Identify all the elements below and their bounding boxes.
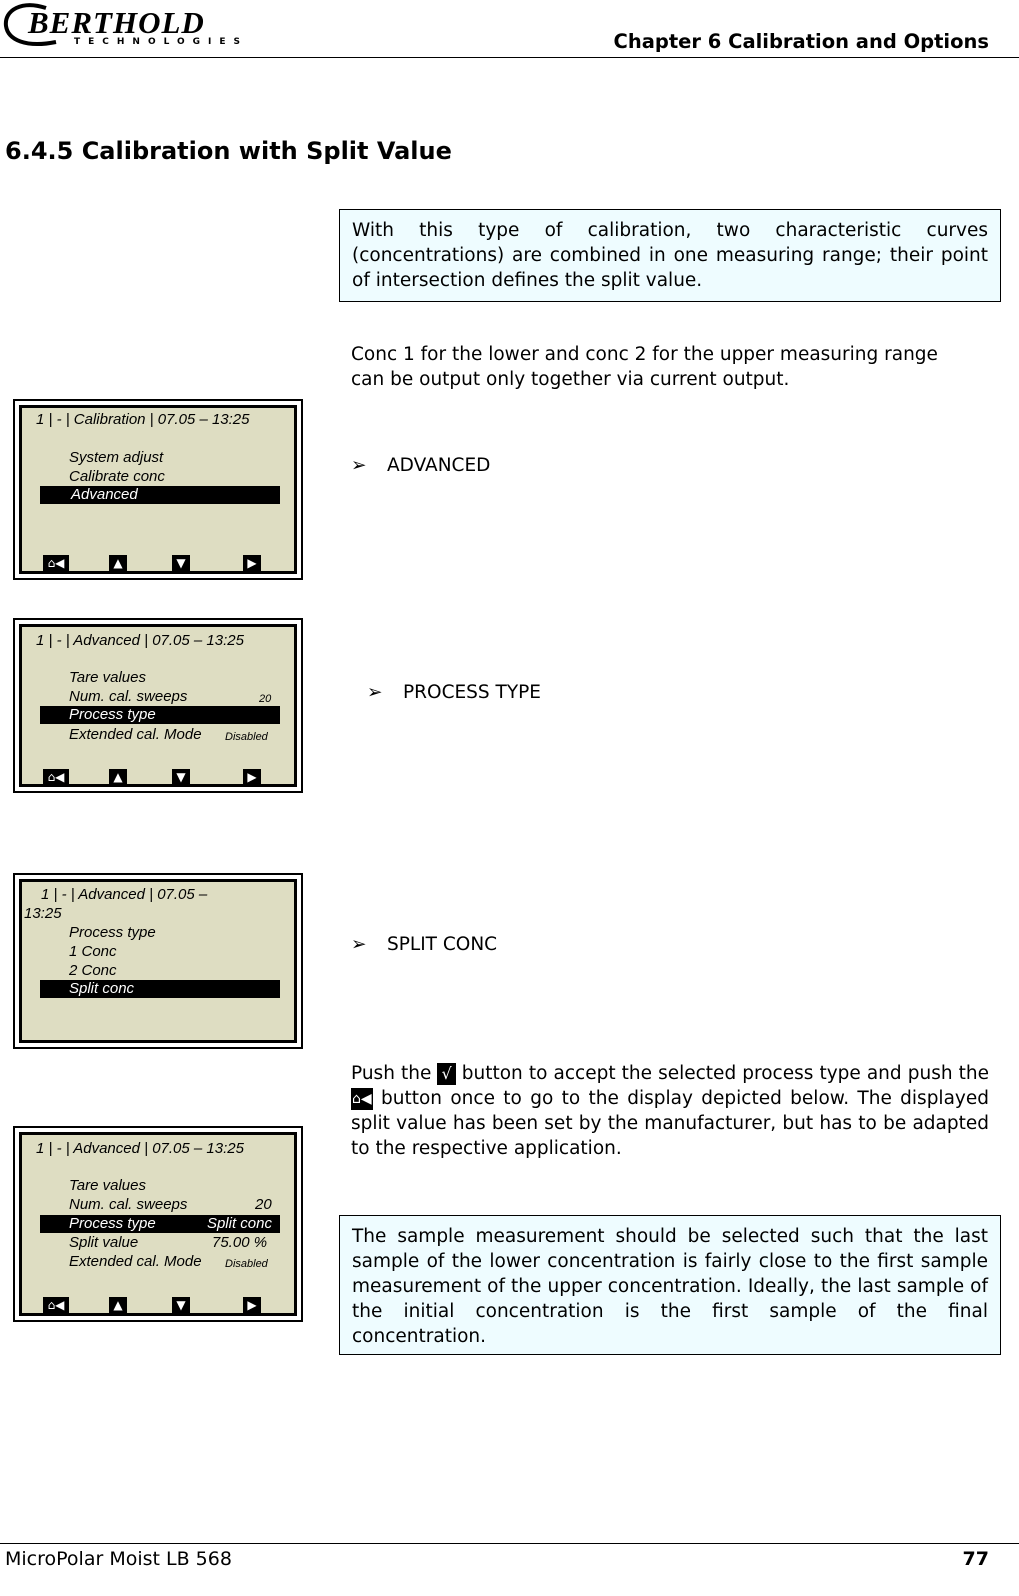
lcd-display <box>19 624 297 787</box>
menu-item-tare-values[interactable]: Tare values <box>69 1177 146 1194</box>
bullet-arrow-icon: ➢ <box>367 682 383 703</box>
footer-product-name: MicroPolar Moist LB 568 <box>5 1548 232 1570</box>
menu-item-advanced-selected[interactable] <box>40 486 280 504</box>
accept-check-key-icon: √ <box>437 1063 455 1085</box>
menu-item-label: Split conc <box>69 980 135 997</box>
menu-item-tare-values[interactable]: Tare values <box>69 669 146 686</box>
lcd-status-line: 1 | - | Calibration | 07.05 – 13:25 <box>36 411 250 428</box>
process-type-value: Split conc <box>206 1215 272 1232</box>
home-back-key-icon: ⌂◀ <box>351 1088 373 1110</box>
menu-item-calibrate-conc[interactable]: Calibrate conc <box>69 468 165 485</box>
up-arrow-key-icon[interactable]: ▲ <box>109 555 127 571</box>
down-arrow-key-icon[interactable]: ▼ <box>172 1297 190 1313</box>
menu-item-2-conc[interactable]: 2 Conc <box>69 962 117 979</box>
home-back-key-icon[interactable]: ⌂◀ <box>43 769 69 785</box>
menu-item-num-cal-sweeps[interactable]: Num. cal. sweeps <box>69 1196 188 1213</box>
up-arrow-key-icon[interactable]: ▲ <box>109 1297 127 1313</box>
menu-item-label: Process type <box>69 706 156 723</box>
menu-item-extended-cal-mode[interactable]: Extended cal. Mode <box>69 1253 202 1270</box>
lcd-display <box>19 879 297 1043</box>
down-arrow-key-icon[interactable]: ▼ <box>172 555 190 571</box>
logo-wordmark: BERTHOLD <box>28 5 205 40</box>
lcd-status-line: 1 | - | Advanced | 07.05 – 13:25 <box>36 632 244 649</box>
section-title: 6.4.5 Calibration with Split Value <box>5 137 452 165</box>
right-arrow-key-icon[interactable]: ▶ <box>243 555 261 571</box>
intro-note-box: With this type of calibration, two characteristic curves (concentrations) are combined in one measuring range; their point of intersection defines the split value. <box>339 209 1001 302</box>
bullet-arrow-icon: ➢ <box>351 455 367 476</box>
menu-item-label: Advanced <box>71 486 138 503</box>
footer-page-number: 77 <box>962 1548 989 1570</box>
home-back-key-icon[interactable]: ⌂◀ <box>43 1297 69 1313</box>
menu-item-system-adjust[interactable]: System adjust <box>69 449 164 466</box>
bullet-advanced <box>351 454 490 478</box>
push-text-2: button to accept the selected process type and push the <box>461 1063 990 1084</box>
split-value-value: 75.00 % <box>212 1234 268 1251</box>
push-text-1: Push the <box>351 1063 432 1084</box>
num-cal-sweeps-value: 20 <box>255 1196 272 1213</box>
menu-item-process-type[interactable]: Process type <box>69 924 156 941</box>
chapter-title: Chapter 6 Calibration and Options <box>613 30 989 53</box>
menu-item-process-type-selected[interactable] <box>40 706 280 724</box>
lcd-screen-split-value <box>13 1126 303 1322</box>
up-arrow-key-icon[interactable]: ▲ <box>109 769 127 785</box>
lcd-display <box>19 1132 297 1316</box>
lcd-screen-process-type <box>13 873 303 1049</box>
bullet-process-type <box>367 681 541 705</box>
lcd-status-line: 1 | - | Advanced | 07.05 – 13:25 <box>36 1140 244 1157</box>
menu-item-1-conc[interactable]: 1 Conc <box>69 943 117 960</box>
menu-item-label: Process type <box>69 1215 156 1232</box>
menu-item-extended-cal-mode[interactable]: Extended cal. Mode <box>69 726 202 743</box>
sample-measurement-note-box: The sample measurement should be selected such that the last sample of the lower concentration is fairly close to the first sample measurement of the upper concentration. Ideally, the last sample of the initial concentration is the first sample of the final concentration. <box>339 1215 1001 1355</box>
num-cal-sweeps-value: 20 <box>259 693 272 705</box>
header-rule <box>0 57 1019 58</box>
extended-cal-mode-value: Disabled <box>225 731 268 743</box>
conc-paragraph: Conc 1 for the lower and conc 2 for the upper measuring range can be output only together via current output. <box>351 344 938 390</box>
right-arrow-key-icon[interactable]: ▶ <box>243 1297 261 1313</box>
lcd-screen-calibration <box>13 399 303 580</box>
lcd-status-line-wrap: 13:25 <box>24 905 62 922</box>
menu-item-split-value[interactable]: Split value <box>69 1234 139 1251</box>
bullet-arrow-icon: ➢ <box>351 934 367 955</box>
lcd-display <box>19 405 297 574</box>
push-instructions-paragraph <box>351 1061 989 1161</box>
menu-item-process-type-selected[interactable] <box>40 1215 280 1233</box>
bullet-text: SPLIT CONC <box>387 934 498 955</box>
push-text-3: button once to go to the display depicted below. The displayed split value has been set by the manufacturer, but has to be adapted to the respective application. <box>351 1088 989 1159</box>
extended-cal-mode-value: Disabled <box>225 1258 268 1270</box>
right-arrow-key-icon[interactable]: ▶ <box>243 769 261 785</box>
bullet-text: ADVANCED <box>387 455 491 476</box>
bullet-text: PROCESS TYPE <box>403 682 541 703</box>
home-back-key-icon[interactable]: ⌂◀ <box>43 555 69 571</box>
footer-rule <box>0 1543 1019 1544</box>
bullet-split-conc <box>351 933 497 957</box>
lcd-screen-advanced <box>13 618 303 793</box>
menu-item-split-conc-selected[interactable] <box>40 980 280 998</box>
logo-subtitle: TECHNOLOGIES <box>74 37 249 47</box>
down-arrow-key-icon[interactable]: ▼ <box>172 769 190 785</box>
menu-item-num-cal-sweeps[interactable]: Num. cal. sweeps <box>69 688 188 705</box>
lcd-status-line: 1 | - | Advanced | 07.05 – <box>41 886 208 903</box>
